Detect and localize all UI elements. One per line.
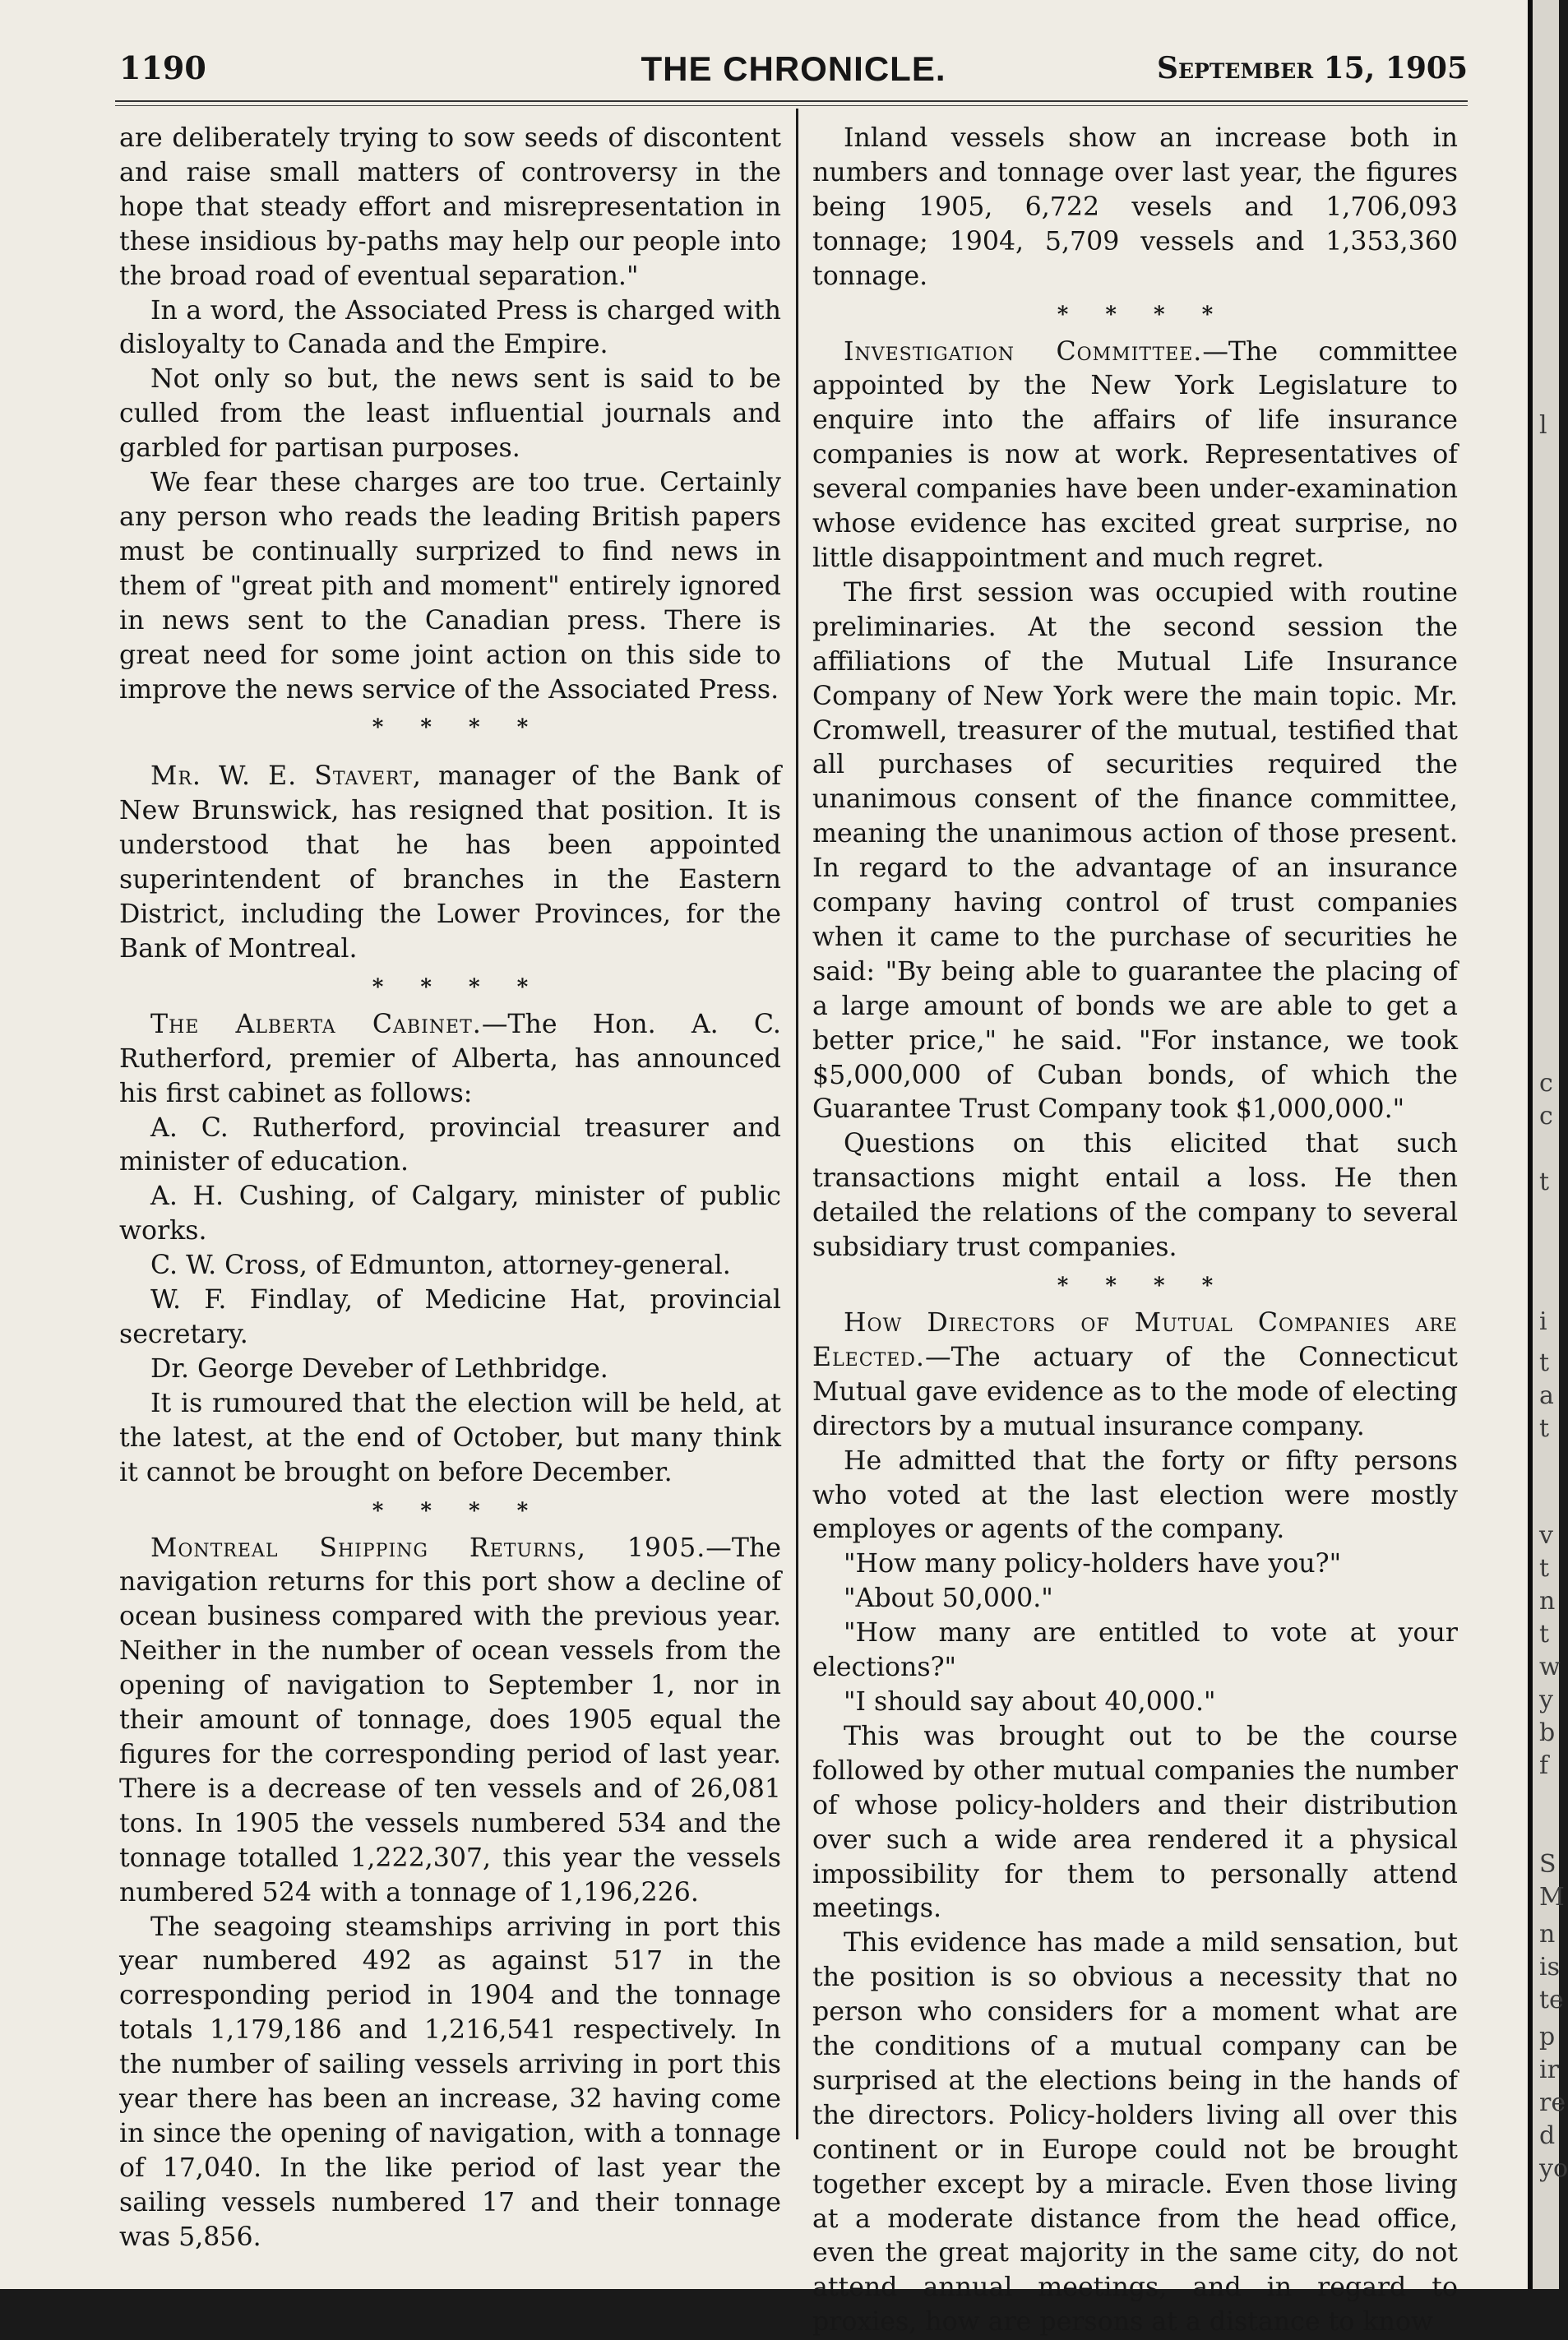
article-heading: Mr. W. E. Stavert, [150,761,422,792]
section-separator: * * * * [372,1498,543,1524]
article-body: —The committee appointed by the New York Legislature to enquire into the affairs of life insurance companies is now at work. Representatives of several companies have been under-examination whose evidence has excited great surprise, no little disappointment and much regret. [812,336,1458,573]
dialogue-line: "I should say about 40,000." [844,1686,1216,1717]
stavert-article [119,760,781,966]
edge-fragment: S [1539,1850,1556,1879]
edge-fragment: t [1539,1168,1550,1196]
article-body: manager of the Bank of New Brunswick, has resigned that position. It is understood that he has been appointed superintendent of branches in the Eastern District, including the Lower Provinces, for the Bank of Montreal. [119,761,781,964]
section-separator: * * * * [1057,302,1228,327]
edge-fragment: l [1539,411,1547,440]
article-body: —The Hon. A. C. Rutherford, premier of Alberta, has announced his first cabinet as follows: [119,1009,781,1108]
edge-fragment: n [1539,1920,1556,1949]
article-paragraph: It is rumoured that the election will be held, at the latest, at the end of October, but many think it cannot be brought on before December. [119,1388,781,1487]
cabinet-member: C. W. Cross, of Edmunton, attorney-general. [150,1251,731,1281]
edge-fragment: a [1539,1381,1554,1410]
directors-article [812,1306,1458,1445]
left-column [119,122,781,2255]
dialogue-line: "About 50,000." [844,1584,1053,1614]
edge-fragment: ir [1539,2056,1559,2084]
adjacent-page-edge [1528,0,1568,2289]
edge-fragment: y [1539,1686,1553,1714]
edge-fragment: n [1539,1587,1556,1616]
dialogue-line: "How many policy-holders have you?" [844,1549,1342,1579]
edge-fragment: t [1539,1620,1550,1649]
edge-fragment: yo [1539,2154,1568,2183]
cabinet-member: Dr. George Deveber of Lethbridge. [150,1353,608,1384]
header-rule [115,100,1468,102]
alberta-article [119,1008,781,1112]
section-separator: * * * * [372,974,543,1000]
article-paragraph: This evidence has made a mild sensation, but the position is so obvious a necessity that no person who considers for a moment what are the conditions of a mutual company can be surprised at the elections being in the hands of the directors. Policy-holders living all over this continent or in Europe could not be brought together except by a miracle. Even those living at a moderate distance from the head office, even the great majority in the same city, do not attend annual meetings, and in regard to proxies, how are persons at a distance to know [812,1928,1458,2338]
cabinet-member: A. H. Cushing, of Calgary, minister of public works. [119,1182,781,1246]
article-paragraph: are deliberately trying to sow seeds of discontent and raise small matters of controversy in the hope that steady effort and misrepresentation in these insidious by-paths may help our people into the broad road of eventual separation." [119,123,781,291]
article-paragraph: The first session was occupied with routine preliminaries. At the second session the affiliations of the Mutual Life Insurance Company of New York were the main topic. Mr. Cromwell, treasurer of the mutual, testified that all purchases of securities required the unanimous consent of the finance committee, meaning the unanimous action of those present. In regard to the advantage of an insurance company having control of trust companies when it came to the purchase of securities he said: "By being able to guarantee the placing of a large amount of bonds we are able to get a better price," he said. "For instance, we took $5,000,000 of Cuban bonds, of which the Guarantee Trust Company took $1,000,000." [812,577,1458,1125]
edge-fragment: w [1539,1653,1561,1681]
edge-fragment: c [1539,1102,1553,1131]
header-rule-thin [115,105,1468,106]
edge-fragment: i [1539,1307,1547,1336]
article-paragraph: Inland vessels show an increase both in numbers and tonnage over last year, the figures being 1905, 6,722 vesels and 1,706,093 tonnage; 1904, 5,709 vessels and 1,353,360 tonnage. [812,123,1458,291]
edge-fragment: M [1539,1883,1565,1912]
section-separator: * * * * [372,715,543,741]
edge-fragment: p [1539,2023,1556,2051]
cabinet-member: A. C. Rutherford, provincial treasurer and minister of education. [119,1112,781,1177]
article-paragraph: The seagoing steamships arriving in port this year numbered 492 as against 517 in the corresponding period in 1904 and the tonnage totals 1,179,186 and 1,216,541 respectively. In the number of sailing vessels arriving in port this year there has been an increase, 32 having come in since the opening of navigation, with a tonnage of 17,040. In the like period of last year the sailing vessels numbered 17 and their tonnage was 5,856. [119,1912,781,2252]
edge-fragment: d [1539,2121,1556,2150]
shipping-article [119,1532,781,1911]
article-heading: How Directors of Mutual Companies are Elected. [812,1308,1458,1372]
edge-fragment: t [1539,1414,1550,1443]
article-paragraph: Questions on this elicited that such transactions might entail a loss. He then detailed the relations of the company to several subsidiary trust companies. [812,1129,1458,1263]
article-paragraph: This was brought out to be the course followed by other mutual companies the number of whose policy-holders and their distribution over such a wide area rendered it a physical impossibility for them to personally attend meetings. [812,1721,1458,1924]
edge-fragment: t [1539,1554,1550,1583]
article-heading: Montreal Shipping Returns, 1905. [150,1533,706,1563]
edge-fragment: te [1539,1986,1564,2014]
page-header [119,49,1468,99]
cabinet-member: W. F. Findlay, of Medicine Hat, provincial secretary. [119,1285,781,1349]
article-body: —The actuary of the Connecticut Mutual gave evidence as to the mode of electing directors by a mutual insurance company. [812,1342,1458,1441]
article-paragraph: Not only so but, the news sent is said to be culled from the least influential journals and garbled for partisan purposes. [119,364,781,464]
column-divider [796,109,798,2139]
section-separator: * * * * [1057,1274,1228,1298]
edge-fragment: is [1539,1953,1560,1982]
edge-fragment: v [1539,1521,1553,1550]
article-paragraph: In a word, the Associated Press is charged with disloyalty to Canada and the Empire. [119,295,781,360]
investigation-article [812,335,1458,576]
article-body: —The navigation returns for this port show a decline of ocean business compared with the previous year. Neither in the number of ocean vessels from the opening of navigation to September 1, nor in their amount of tonnage, does 1905 equal the figures for the corresponding period of last year. There is a decrease of ten vessels and of 26,081 tons. In 1905 the vessels numbered 534 and the tonnage totalled 1,222,307, this year the vessels numbered 524 with a tonnage of 1,196,226. [119,1533,781,1908]
edge-fragment: re [1539,2088,1566,2117]
article-heading: Investigation Committee. [844,336,1203,367]
masthead-title: THE CHRONICLE. [641,49,946,88]
page-number: 1190 [119,49,206,86]
article-paragraph: He admitted that the forty or fifty persons who voted at the last election were mostly employes or agents of the company. [812,1445,1458,1545]
issue-date: September 15, 1905 [1156,51,1468,86]
edge-fragment: c [1539,1069,1553,1098]
edge-fragment: f [1539,1751,1549,1780]
edge-fragment: t [1539,1348,1550,1377]
article-paragraph: We fear these charges are too true. Certainly any person who reads the leading British papers must be continually surprized to find news in them of "great pith and moment" entirely ignored in news sent to the Canadian press. There is great need for some joint action on this side to improve the news service of the Associated Press. [119,468,781,705]
right-column [812,122,1458,2340]
article-heading: The Alberta Cabinet. [150,1009,482,1039]
edge-fragment: b [1539,1718,1556,1747]
dialogue-line: "How many are entitled to vote at your elections?" [812,1618,1458,1683]
